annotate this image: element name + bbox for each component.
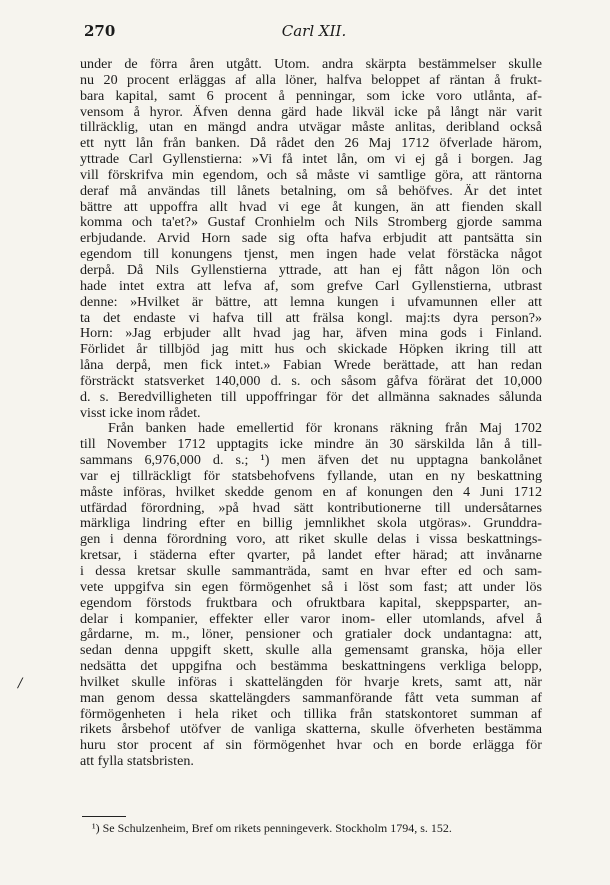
text-line: deraf må användas till lånets betalning, om så behöfves. Är det intet (80, 182, 542, 199)
text-line: hade intet extra att lefva af, som grefve Carl Gyllenstierna, utbrast (80, 277, 542, 294)
text-line: låna derpå, men fick intet.» Fabian Wrede berättade, att han redan (80, 357, 542, 374)
text-line: yttrade Carl Gyllenstierna: »Vi få intet lån, om vi ej gå i borgen. Jag (80, 151, 542, 168)
text-line: märkliga lindring efter en billig jemnlikhet skola utgöras». Grunddra- (80, 515, 542, 532)
text-line: att fylla statsbristen. (80, 753, 194, 770)
text-line: ett nytt lån från banken. Då rådet den 26 Maj 1712 öfverlade härom, (80, 135, 542, 152)
text-line: sammans 6,976,000 d. s.; ¹) men äfven det nu upptagna bankolånet (80, 452, 542, 469)
text-line: i dessa kretsar skulle sammanträda, samt en hvar efter ed och sam- (80, 563, 542, 579)
text-line: under de förra åren utgått. Utom. andra skärpta bestämmelser skulle (80, 56, 542, 72)
text-line: förmögenheten i hela riket och tillika från statskontoret summan af (80, 705, 542, 722)
text-line: nedsätta det uppgifna och bestämma beskattningens verkliga belopp, (80, 658, 542, 675)
footnote: ¹) Se Schulzenheim, Bref om rikets penningeverk. Stockholm 1794, s. 152. (92, 821, 452, 835)
text-line: sedan denna uppgift skett, skulle alla gemensamt granska, höja eller (80, 642, 542, 659)
text-line: var ej tillräckligt för statsbehofvens fyllande, utan en ny beskattning (80, 467, 542, 484)
text-line: till November 1712 upptagits icke mindre än 30 särskilda lån å till- (80, 436, 542, 453)
text-line: Horn: »Jag erbjuder allt hvad jag har, äfven mina gods i Finland. (80, 325, 542, 342)
text-line: måste införas, hvilket skedde genom en af konungen den 4 Juni 1712 (80, 483, 542, 500)
text-line: man genom dessa skattelängders sammanförande fått veta summan af (80, 689, 542, 706)
text-line: derpå. Då Nils Gyllenstierna yttrade, att han ej fått någon lön och (80, 261, 542, 278)
text-line: vensom å hyror. Äfven denna gärd hade likväl icke på långt när varit (80, 103, 542, 120)
text-line: delar i kompanier, effekter eller varor inom- eller utomlands, afvel å (80, 610, 542, 627)
text-line: hvilket skulle införas i skattelängden för hvarje krets, samt att, när (80, 673, 542, 690)
text-line: ta det endaste vi hafva till att frälsa kongl. maj:ts dyra person?» (80, 309, 542, 326)
page-header (84, 22, 544, 44)
text-line: kretsar, i städerna efter qvarter, på landet efter härad; att invånarne (80, 547, 542, 564)
text-line: tillräcklig, utan en mängd andra utvägar måste anlitas, deribland också (80, 119, 542, 136)
text-line: nu 20 procent erläggas af alla löner, halfva beloppet af räntan å frukt- (80, 71, 542, 88)
text-line: egendom till konungens tjenst, men ingen hade velat förstäcka något (80, 246, 542, 263)
text-line: rikets årsbehof utöfver de vanliga skatterna, skulle öfverheten bestämma (80, 721, 542, 738)
text-line: erbjudande. Arvid Horn sade sig ofta hafva erbjudit att pantsätta sin (80, 230, 542, 247)
text-line: komma och ta'et?» Gustaf Cronhielm och Nils Stromberg gjorde samma (80, 214, 542, 231)
margin-mark: / (18, 676, 23, 691)
paragraph-1 (80, 57, 542, 421)
text-line: Förlidet år tillbjöd jag mitt hus och skickade Höpken ikring till att (80, 341, 542, 358)
page-number: 270 (84, 22, 116, 40)
paragraph-2 (80, 421, 542, 770)
text-line: visst icke inom rådet. (80, 404, 201, 421)
text-line: försträckt statsverket 140,000 d. s. och såsom gåfva förärat det 10,000 (80, 372, 542, 389)
running-title: Carl XII. (281, 22, 347, 40)
footnote-rule (82, 816, 126, 817)
text-line: vete uppgifva sin egen förmögenhet så i löst som fast; att under lös (80, 578, 542, 595)
text-line: huru stor procent af sin förmögenhet hvar och en borde erlägga för (80, 737, 542, 754)
text-line: gårdarne, m. m., löner, pensioner och gratialer dock undantagna: att, (80, 626, 542, 643)
text-line: bättre att uppoffra allt hvad vi ege åt kungen, än att fienden skall (80, 198, 542, 215)
text-line: d. s. Beredvilligheten till uppoffringar för det allmänna saknades sålunda (80, 388, 542, 405)
text-line: vill förskrifva min egendom, och så måste vi samtlige göra, att räntorna (80, 166, 542, 183)
text-line: utfärdad förordning, »på hvad sätt kontributionerne till undersåtarnes (80, 499, 542, 516)
text-line: egendom förstods fruktbara och ofruktbara kapital, skeppsparter, an- (80, 594, 542, 611)
text-line: denne: »Hvilket är bättre, att lemna kungen i ufvamunnen eller att (80, 293, 542, 310)
text-line: gen i denna förordning voro, att riket skulle delas i vissa beskattnings- (80, 531, 542, 548)
body-text (80, 57, 542, 770)
text-line: Från banken hade emellertid för kronans räkning från Maj 1702 (108, 420, 542, 437)
text-line: bara kapital, samt 6 procent å penningar, som icke voro utlånta, af- (80, 87, 542, 104)
